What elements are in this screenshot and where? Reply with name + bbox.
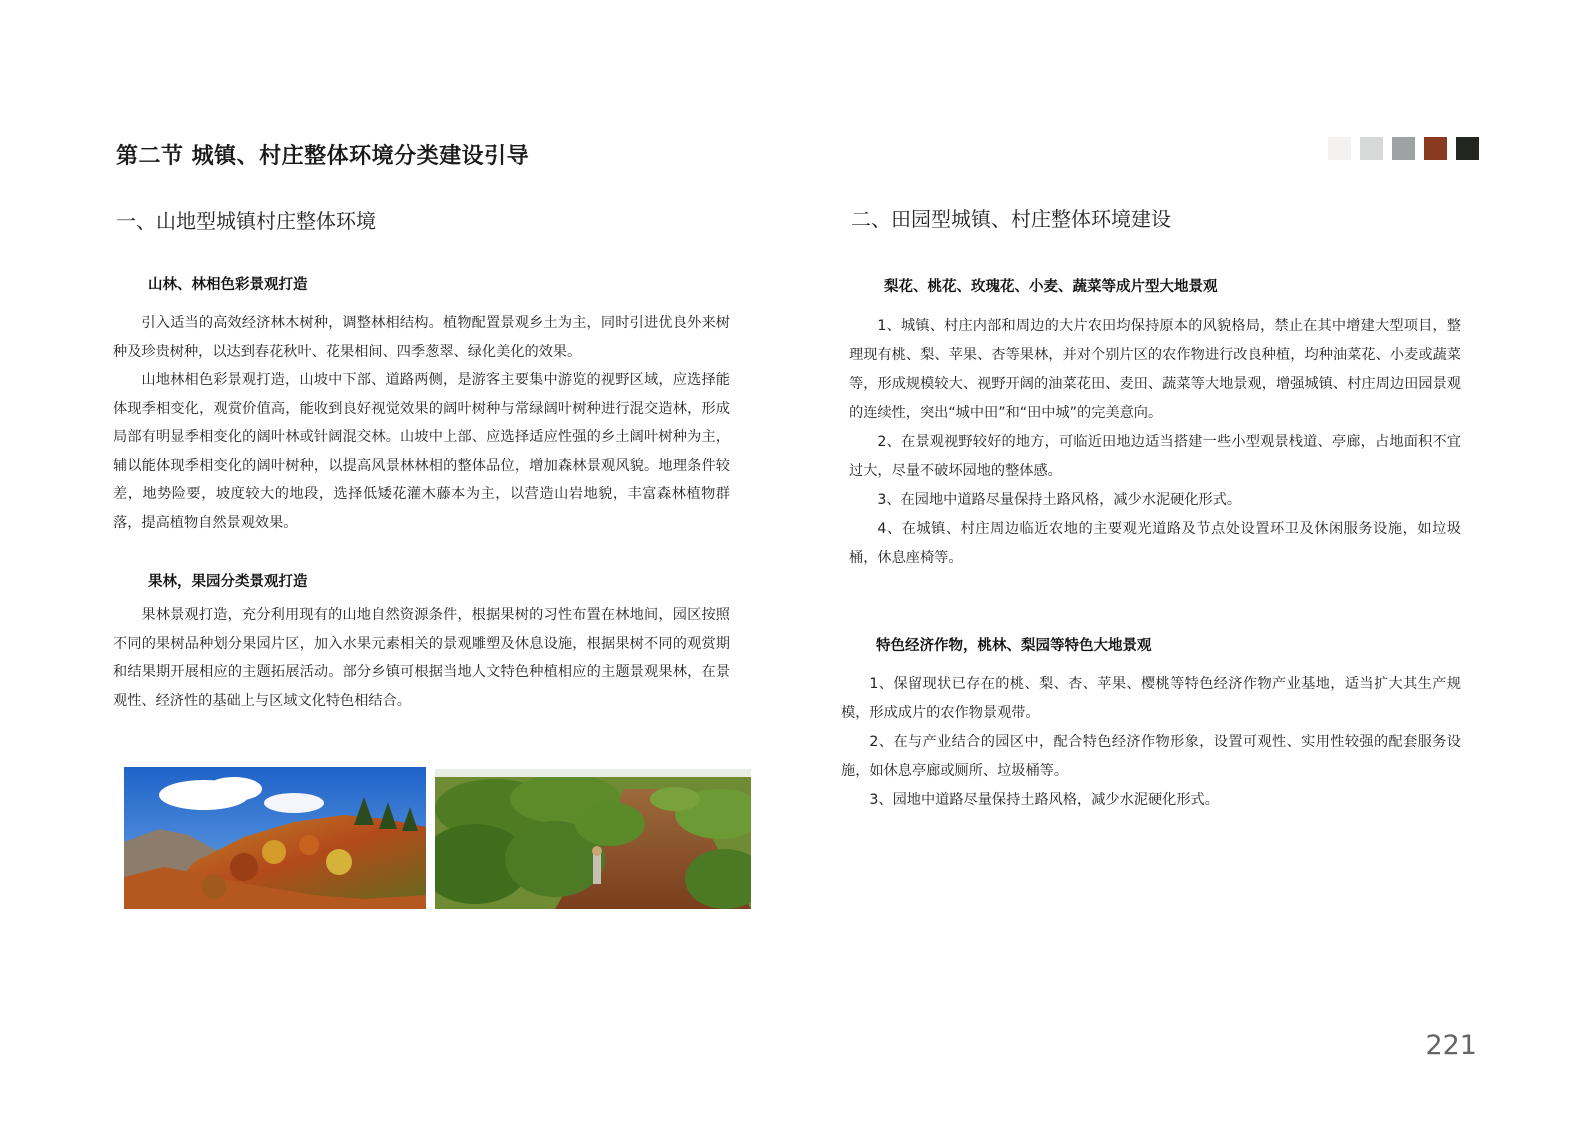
right-heading: 二、田园型城镇、村庄整体环境建设 — [851, 207, 1171, 231]
left-sub2-paragraph-1: 果林景观打造，充分利用现有的山地自然资源条件，根据果树的习性布置在林地间，园区按照不同的果树品种划分果园片区，加入水果元素相关的景观雕塑及休息设施，根据果树不同的观赏期和结果期开展相应的主题拓展活动。部分乡镇可根据当地人文特色种植相应的主题景观果林，在景观性、经济性的基础上与区域文化特色相结合。 — [113, 607, 730, 709]
swatch-5 — [1456, 137, 1479, 160]
right-sub1-item-1: 1、城镇、村庄内部和周边的大片农田均保持原本的风貌格局，禁止在其中增建大型项目，整理现有桃、梨、苹果、杏等果林，并对个别片区的农作物进行改良种植，均种油菜花、小麦或蔬菜等，形成规模较大、视野开阔的油菜花田、麦田、蔬菜等大地景观，增强城镇、村庄周边田园景观的连续性，突出“城中田”和“田中城”的完美意向。 — [849, 318, 1461, 421]
right-sub1-body — [849, 312, 1461, 573]
left-heading: 一、山地型城镇村庄整体环境 — [116, 209, 376, 233]
orchard-photo — [435, 769, 751, 909]
right-sub2-item-3: 3、园地中道路尽量保持土路风格，减少水泥硬化形式。 — [869, 792, 1219, 808]
mountain-forest-illustration — [124, 767, 426, 909]
right-sub2-item-2: 2、在与产业结合的园区中，配合特色经济作物形象，设置可观性、实用性较强的配套服务设 施，如休息亭廊或厕所、垃圾桶等。 — [841, 734, 1461, 779]
left-sub1-body — [113, 309, 730, 537]
right-sub1-title: 梨花、桃花、玫瑰花、小麦、蔬菜等成片型大地景观 — [884, 279, 1218, 295]
right-sub1-item-3: 3、在园地中道路尽量保持土路风格，减少水泥硬化形式。 — [877, 492, 1242, 508]
left-sub1-title: 山林、林相色彩景观打造 — [148, 277, 308, 293]
left-sub2-title: 果林，果园分类景观打造 — [148, 574, 308, 590]
left-sub2-body — [113, 601, 730, 715]
left-sub1-paragraph-1: 引入适当的高效经济林木树种，调整林相结构。植物配置景观乡土为主，同时引进优良外来树种及珍贵树种，以达到春花秋叶、花果相间、四季葱翠、绿化美化的效果。 — [113, 315, 730, 360]
right-sub2-title: 特色经济作物，桃林、梨园等特色大地景观 — [876, 638, 1152, 654]
right-sub2-body — [841, 670, 1461, 815]
color-swatches — [1328, 137, 1479, 160]
swatch-4 — [1424, 137, 1447, 160]
section-title: 第二节 城镇、村庄整体环境分类建设引导 — [116, 144, 530, 169]
left-sub1-paragraph-2: 山地林相色彩景观打造，山坡中下部、道路两侧，是游客主要集中游览的视野区域，应选择能体现季相变化，观赏价值高，能收到良好视觉效果的阔叶树种与常绿阔叶树种进行混交造林，形成局部有明显季相变化的阔叶林或针阔混交林。山坡中上部、应选择适应性强的乡土阔叶树种为主，辅以能体现季相变化的阔叶树种，以提高风景林林相的整体品位，增加森林景观风貌。地理条件较差，地势险要，坡度较大的地段，选择低矮花灌木藤本为主，以营造山岩地貌，丰富森林植物群落，提高植物自然景观效果。 — [113, 372, 730, 531]
page-number: 221 — [1425, 1030, 1477, 1061]
swatch-3 — [1392, 137, 1415, 160]
right-sub1-item-2: 2、在景观视野较好的地方，可临近田地边适当搭建一些小型观景栈道、亭廊，占地面积不宜过大，尽量不破坏园地的整体感。 — [849, 434, 1461, 479]
mountain-forest-photo — [124, 767, 426, 909]
orchard-illustration — [435, 769, 751, 909]
swatch-1 — [1328, 137, 1351, 160]
right-sub1-item-4: 4、在城镇、村庄周边临近农地的主要观光道路及节点处设置环卫及休闲服务设施，如垃圾桶，休息座椅等。 — [849, 521, 1461, 566]
right-sub2-item-1: 1、保留现状已存在的桃、梨、杏、苹果、樱桃等特色经济作物产业基地，适当扩大其生产规模，形成成片的农作物景观带。 — [841, 676, 1461, 721]
swatch-2 — [1360, 137, 1383, 160]
